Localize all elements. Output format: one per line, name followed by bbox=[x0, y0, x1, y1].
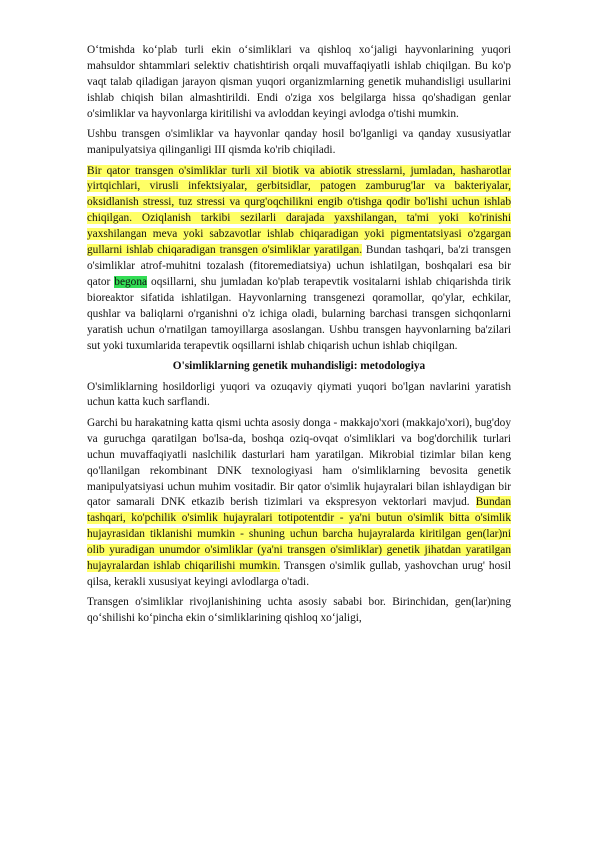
highlighted-text: Bundan tashqari, ko'pchilik o'simlik hujayralari totipotentdir - ya'ni butun o'simlik bitta o'simlik hujayrasidan tiklanishi mumkin - shuning uchun barcha hujayralarda kiritilgan gen(lar)ni olib yuradigan unumdor o'simliklar (ya'ni transgen o'simliklar) genetik jihatdan yaratilgan hujayralardan ishlab chiqarilishi mumkin. bbox=[87, 496, 511, 573]
paragraph-reasons: Transgen o'simliklar rivojlanishining uchta asosiy sababi bor. Birinchidan, gen(lar)ning qo‘shilishi ko‘pincha ekin o‘simliklarining qishloq xo‘jaligi, bbox=[87, 596, 511, 625]
paragraph-intro: O‘tmishda ko‘plab turli ekin o‘simliklari va qishloq xo‘jaligi hayvonlarining yuqori mahsuldor shtammlari selektiv chatishtirish orqali muvaffaqiyatli ishlab chiqilgan. Bu ko'p vaqt talab qiladigan jarayon qisman yuqori organizmlarning genetik muhandisligi usullarini ishlab chiqish bilan almashtirildi. Endi o'ziga xos belgilarga hissa qo'shadigan genlar o'simliklar va hayvonlarga kiritilishi va avloddan keyingi avlodga o'tishi mumkin. bbox=[87, 44, 511, 120]
highlighted-text: Bir qator transgen o'simliklar turli xil biotik va abiotik stresslarni, jumladan, hasharotlar yirtqichlari, virusli infektsiyalar, gerbitsidlar, patogen zamburug'lar va bakteriyalar, oksidlanish stressi, tuz stressi va qurg'oqchilikni engib o'tishga qodir bo'lishi uchun ishlab chiqilgan. bbox=[87, 164, 511, 225]
paragraph-methodology bbox=[87, 416, 511, 591]
paragraph-transgenic-plants bbox=[87, 164, 511, 355]
paragraph-text: Garchi bu harakatning katta qismi uchta asosiy donga - makkajo'xori (makkajo'xori), bug'doy va guruchga qaratilgan bo'lsa-da, boshqa oziq-ovqat o'simliklari va bog'dorchilik turlari uchun muvaffaqiyatli naslchilik dasturlari ham yaratilgan. Mikrobial tizimlar bilan keng qo'llanilgan rekombinant DNK texnologiyasi ham o'simliklarning bevosita genetik manipulyatsiyasi uchun muhim vositadir. Bir qator o'simlik hujayralari bilan ishlaydigan bir qator samarali DNK etkazib berish tizimlari va ekspresyon vektorlari mavjud. bbox=[87, 416, 511, 509]
paragraph-text: oqsillarni, shu jumladan ko'plab terapevtik vositalarni ishlab chiqarishda tirik bioreaktor sifatida ishlatilgan. Hayvonlarning transgenezi qoramollar, qo'ylar, echkilar, qushlar va baliqlarni o'rganishni o'z ichiga oladi, bularning barchasi transgen sichqonlarni yaratish uchun o'rnatilgan tamoyillarga asoslangan. Ushbu transgen hayvonlarning ba'zilari sut yoki tuxumlarida terapevtik oqsillarni ishlab chiqarish uchun ishlab chiqilgan. bbox=[87, 275, 511, 352]
paragraph-text: Bundan tashqari, ba'zi transgen o'simliklar atrof-muhitni tozalash (fitoremediatsiya) uchun ishlatilgan, boshqalari esa bir qator bbox=[87, 244, 511, 288]
document-page bbox=[87, 43, 511, 632]
paragraph-yield: O'simliklarning hosildorligi yuqori va ozuqaviy qiymati yuqori bo'lgan navlarini yaratish uchun katta kuch sarflandi. bbox=[87, 380, 511, 409]
highlighted-text: Oziqlanish tarkibi sezilarli darajada yaxshilangan, ta'mi yoki ko'rinishi yaxshilangan meva yoki sabzavotlar ishlab chiqaradigan yoki pigmentatsiyasi o'zgargan gullarni ishlab chiqaradigan transgen o'simliklar yaratilgan. bbox=[87, 212, 511, 257]
section-heading: O'simliklarning genetik muhandisligi: metodologiya bbox=[172, 360, 426, 372]
paragraph-text: Transgen o'simlik gullab, yashovchan urug' hosil qilsa, kerakli xususiyat keyingi avlodlarga o'tadi. bbox=[87, 560, 511, 588]
paragraph-part-three-reference: Ushbu transgen o'simliklar va hayvonlar qanday hosil bo'lganligi va qanday xususiyatlar manipulyatsiya qilinganligi III qismda ko'rib chiqiladi. bbox=[87, 128, 511, 157]
highlighted-word: begona bbox=[114, 275, 148, 288]
highlighted-space bbox=[132, 212, 142, 224]
